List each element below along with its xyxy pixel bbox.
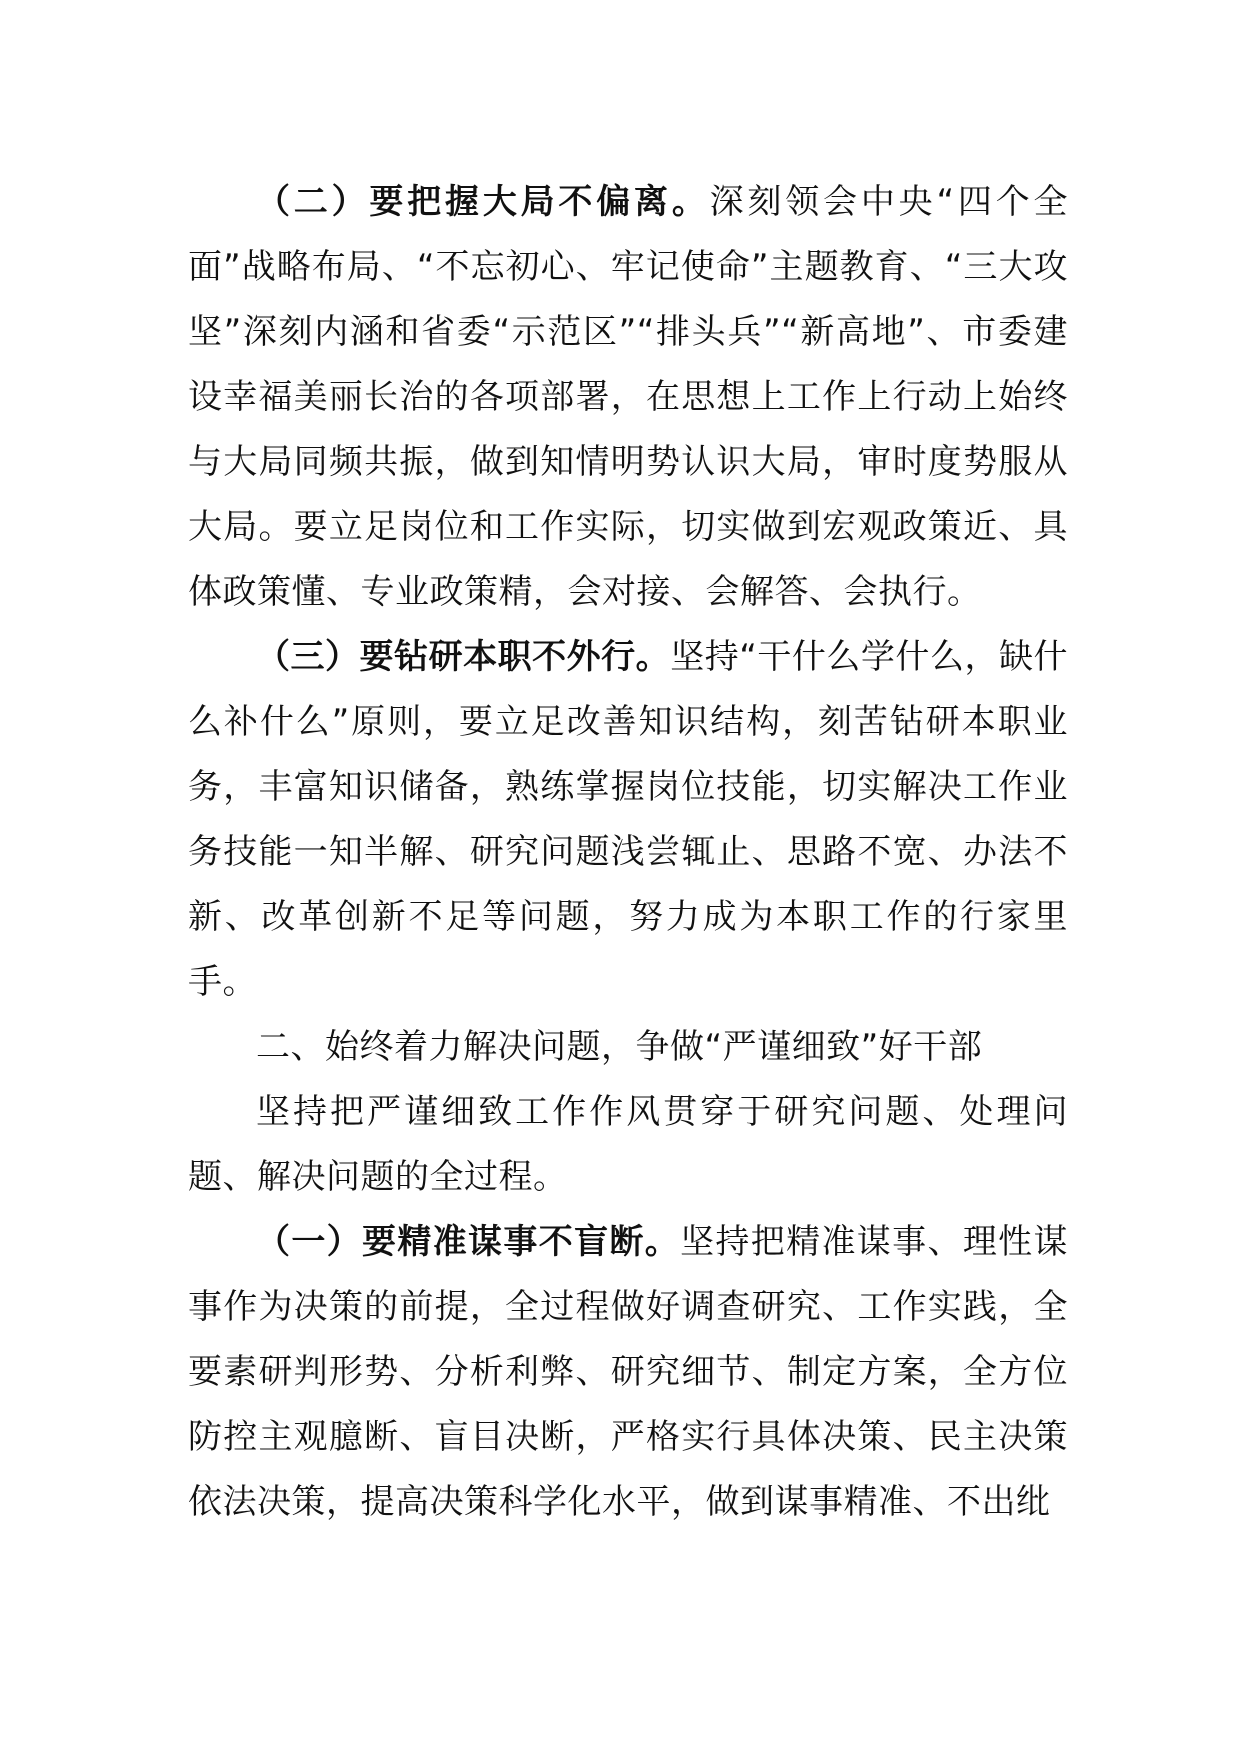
paragraph-body: 坚持把精准谋事、理性谋事作为决策的前提，全过程做好调查研究、工作实践，全要素研判形势、分析利弊、研究细节、制定方案，全方位防控主观臆断、盲目决断，严格实行具体决策、民主决策依法决策，提高决策科学化水平，做到谋事精准、不出纰 — [188, 1222, 1069, 1522]
paragraph-heading: （二）要把握大局不偏离。 — [256, 182, 710, 222]
paragraph-body: 坚持“干什么学什么，缺什么补什么”原则，要立足改善知识结构，刻苦钻研本职业务，丰富知识储备，熟练掌握岗位技能，切实解决工作业务技能一知半解、研究问题浅尝辄止、思路不宽、办法不新、改革创新不足等问题，努力成为本职工作的行家里手。 — [188, 637, 1068, 1002]
paragraph-study-own-duties — [188, 625, 1068, 1015]
paragraph-grasp-overall-situation — [188, 170, 1068, 625]
document-page — [188, 170, 1068, 1535]
paragraph-body: 深刻领会中央“四个全面”战略布局、“不忘初心、牢记使命”主题教育、“三大攻坚”深刻内涵和省委“示范区”“排头兵”“新高地”、市委建设幸福美丽长治的各项部署，在思想上工作上行动上始终与大局同频共振，做到知情明势认识大局，审时度势服从大局。要立足岗位和工作实际，切实做到宏观政策近、具体政策懂、专业政策精，会对接、会解答、会执行。 — [188, 182, 1069, 612]
section-intro: 坚持把严谨细致工作作风贯穿于研究问题、处理问题、解决问题的全过程。 — [188, 1092, 1068, 1197]
paragraph-heading: （三）要钻研本职不外行。 — [256, 637, 671, 677]
paragraph-heading: （一）要精准谋事不盲断。 — [256, 1222, 681, 1262]
paragraph-precise-planning — [188, 1210, 1068, 1535]
section-heading: 二、始终着力解决问题，争做“严谨细致”好干部 — [256, 1027, 983, 1067]
